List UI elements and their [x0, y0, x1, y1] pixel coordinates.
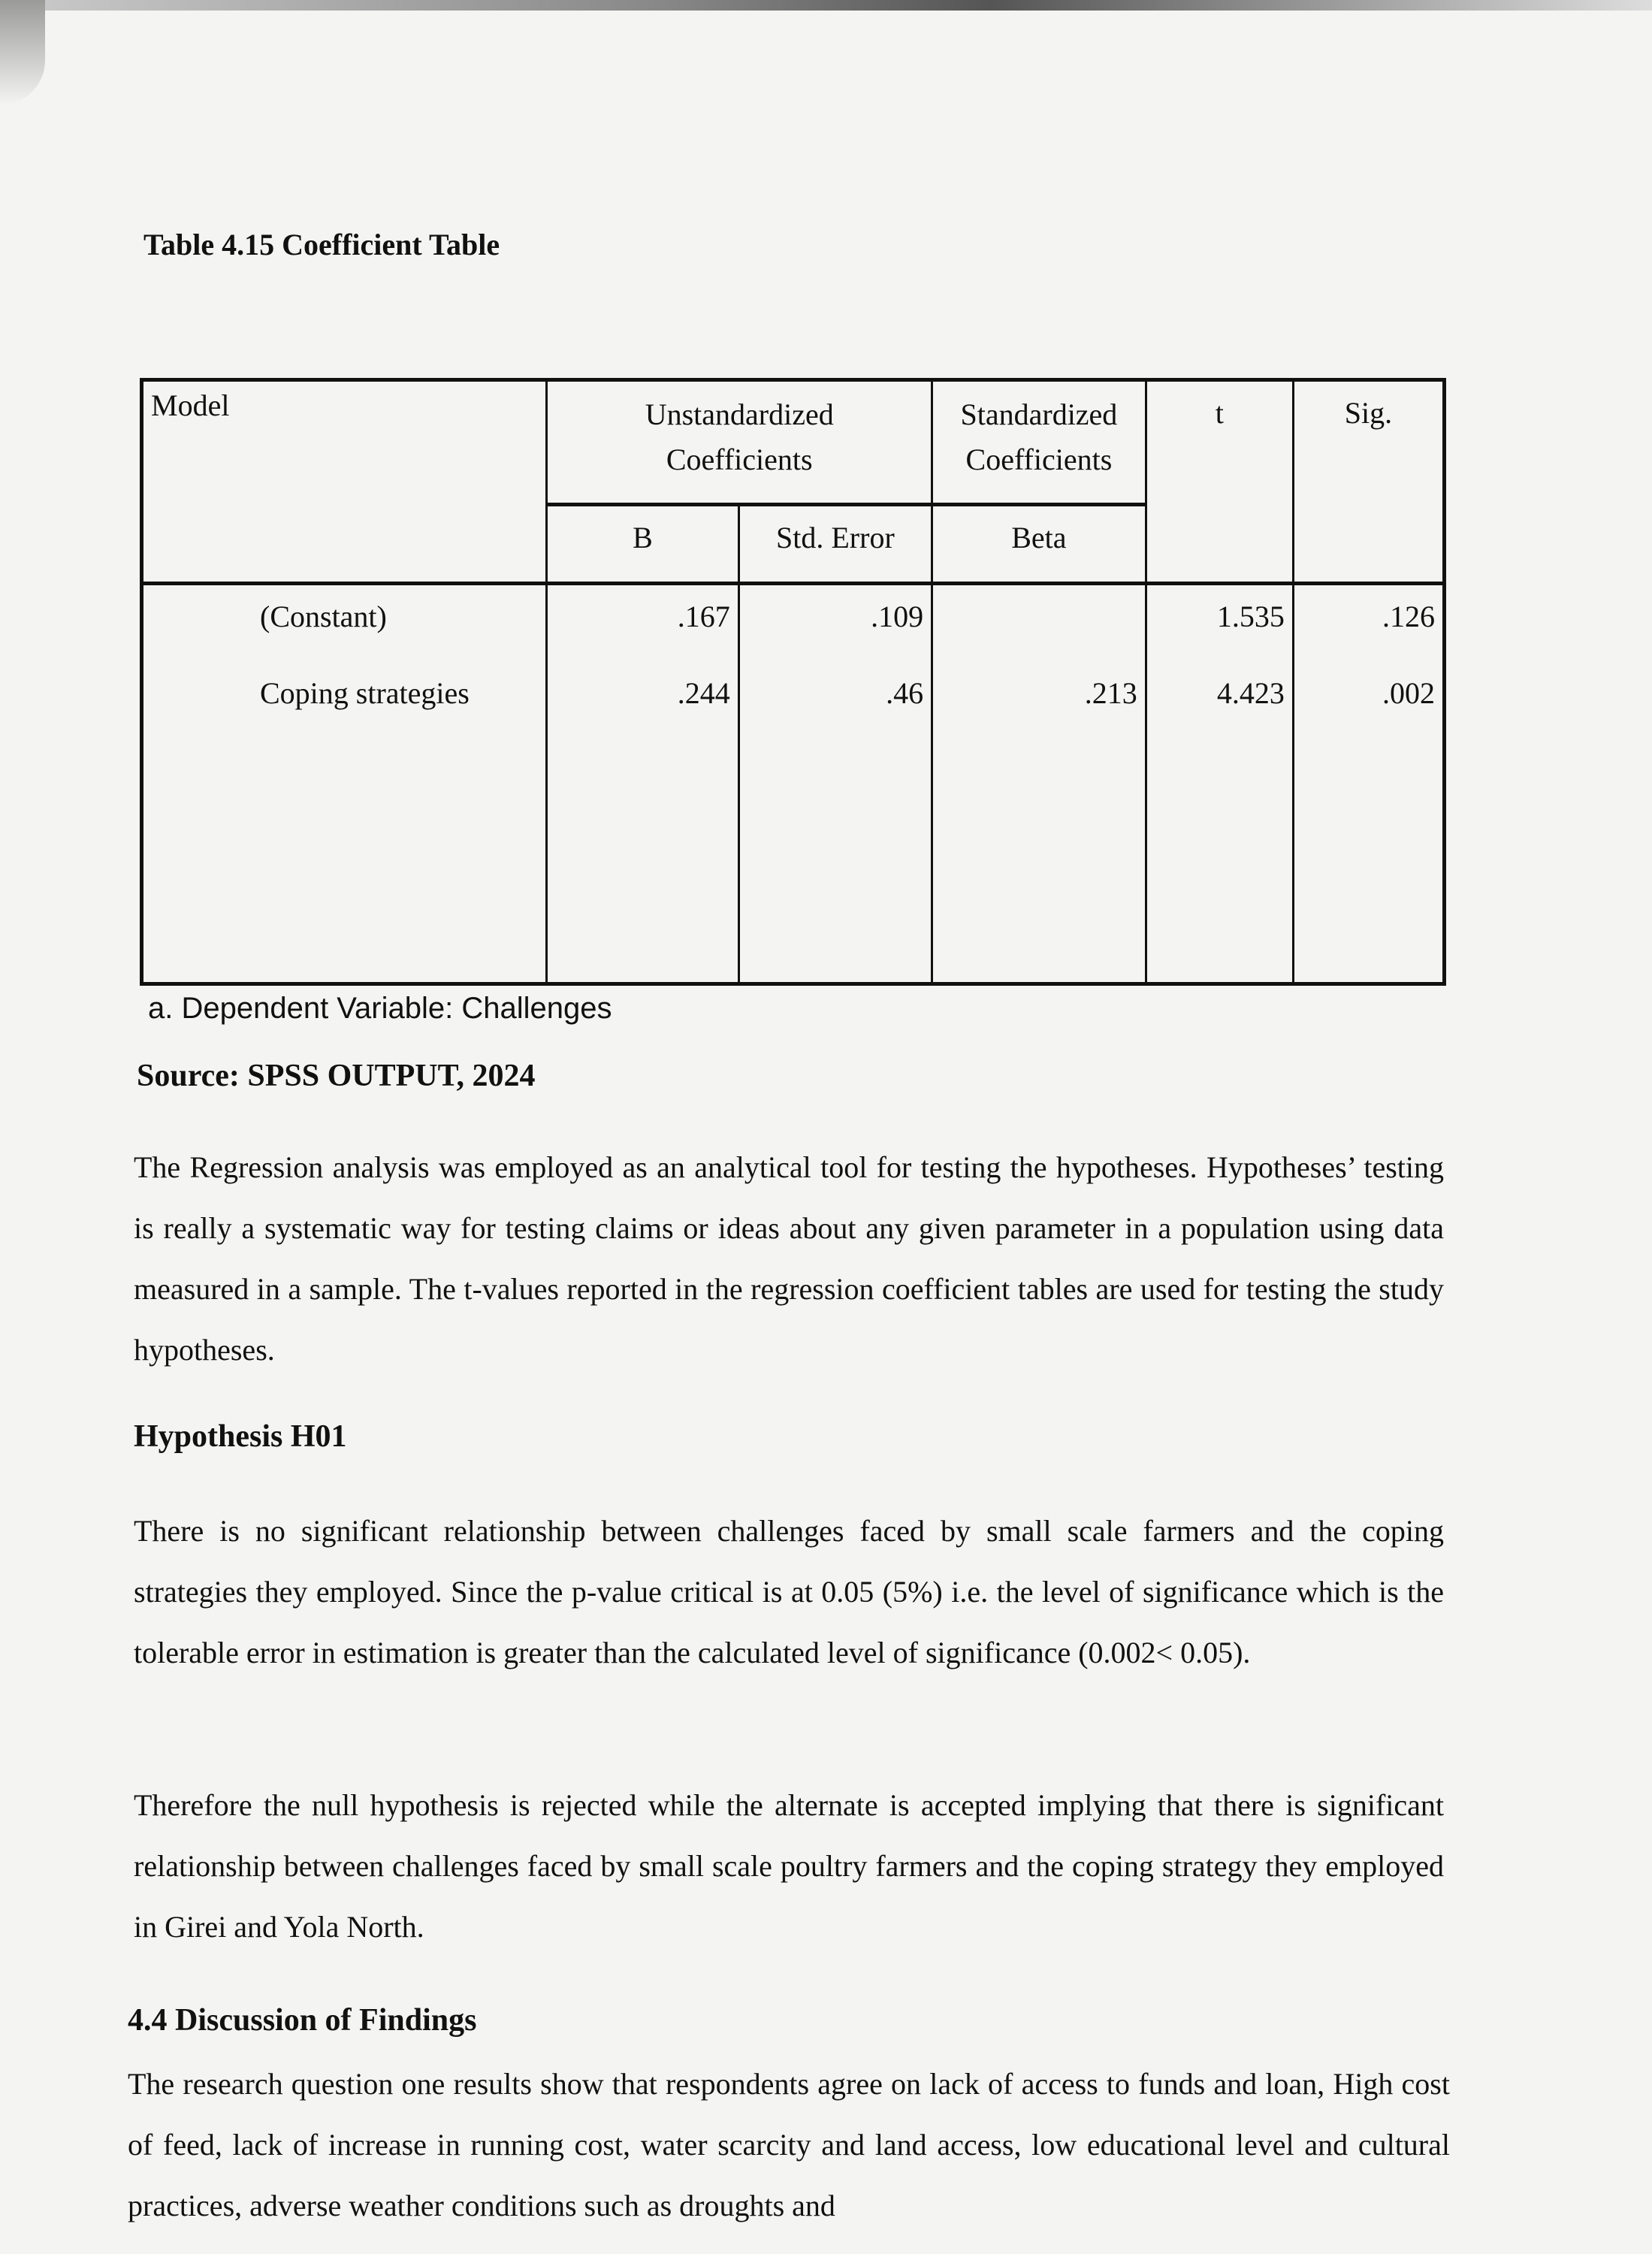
header-unstandardized: Unstandardized Coefficients	[547, 380, 932, 505]
hypothesis-heading: Hypothesis H01	[134, 1419, 347, 1454]
coefficient-table	[140, 378, 1446, 986]
row-sig: .002	[1293, 665, 1444, 984]
header-std-error: Std. Error	[738, 505, 932, 584]
row-beta	[932, 584, 1146, 665]
paragraph-hypothesis: There is no significant relationship between challenges faced by small scale farmers and the coping strategies they employed. Since the p-value critical is at 0.05 (5%) i.e. the level of significance which is the tolerable error in estimation is greater than the calculated level of significance (0.002< 0.05).	[134, 1514, 1444, 1669]
table-title: Table 4.15 Coefficient Table	[143, 228, 500, 261]
row-beta: .213	[932, 665, 1146, 984]
row-b: .244	[547, 665, 738, 984]
header-t: t	[1146, 380, 1293, 584]
paragraph-discussion: The research question one results show that respondents agree on lack of access to funds and loan, High cost of feed, lack of increase in running cost, water scarcity and land access, low educational level and cultural practices, adverse weather conditions such as droughts and	[128, 2067, 1450, 2222]
row-sig: .126	[1293, 584, 1444, 665]
header-b: B	[547, 505, 738, 584]
page-corner-shadow	[0, 0, 45, 105]
row-model: (Constant)	[142, 584, 547, 665]
header-sig: Sig.	[1293, 380, 1444, 584]
row-model: Coping strategies	[142, 665, 547, 984]
paragraph-conclusion: Therefore the null hypothesis is rejected while the alternate is accepted implying that there is significant relationship between challenges faced by small scale poultry farmers and the coping strategy they employed in Girei and Yola North.	[134, 1788, 1444, 1944]
discussion-heading: 4.4 Discussion of Findings	[128, 2003, 477, 2038]
header-model: Model	[142, 380, 547, 584]
table-row	[142, 584, 1445, 665]
row-b: .167	[547, 584, 738, 665]
row-t: 4.423	[1146, 665, 1293, 984]
row-std-error: .46	[738, 665, 932, 984]
table-footnote: a. Dependent Variable: Challenges	[148, 992, 612, 1025]
row-t: 1.535	[1146, 584, 1293, 665]
page-edge-shadow	[0, 0, 1652, 11]
table-source: Source: SPSS OUTPUT, 2024	[137, 1059, 536, 1093]
paragraph-regression: The Regression analysis was employed as an analytical tool for testing the hypotheses. Hypotheses’ testing is really a systematic way for testing claims or ideas about any given parameter in a population using data measured in a sample. The t-values reported in the regression coefficient tables are used for testing the study hypotheses.	[134, 1150, 1444, 1367]
header-standardized: Standardized Coefficients	[932, 380, 1146, 505]
header-beta: Beta	[932, 505, 1146, 584]
row-std-error: .109	[738, 584, 932, 665]
table-row	[142, 665, 1445, 984]
